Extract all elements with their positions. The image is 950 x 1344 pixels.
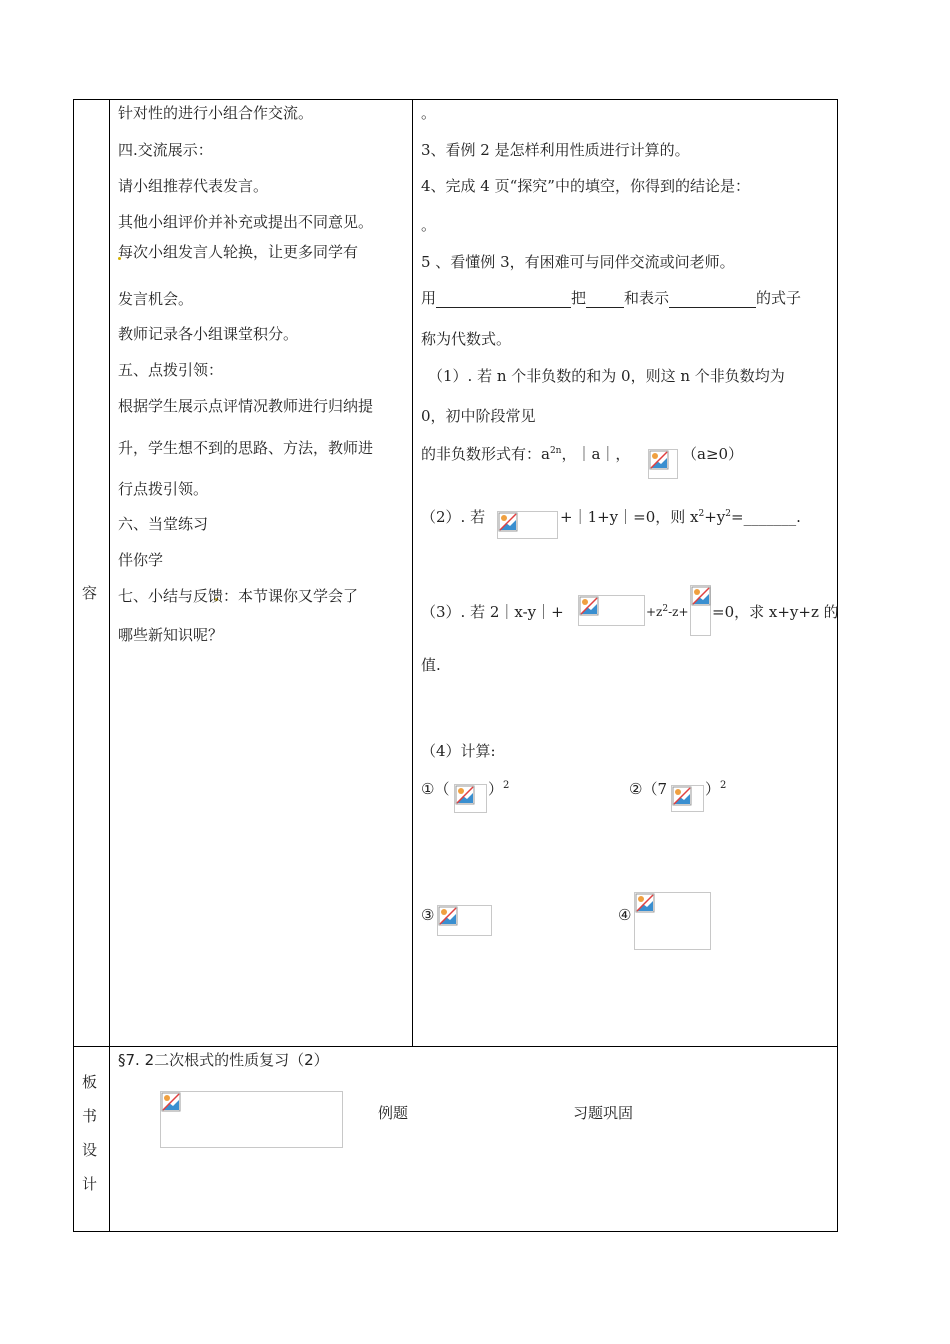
- right-line: 5 、看懂例 3，有困难可与同伴交流或问老师。: [421, 253, 735, 271]
- label-column-divider: [109, 99, 110, 1232]
- formula-image: [671, 785, 704, 812]
- broken-image-icon: [438, 906, 458, 926]
- calc-2-close: ）$^2$: [705, 780, 727, 798]
- question-1-cont: 0，初中阶段常见: [421, 407, 536, 425]
- broken-image-icon: [672, 786, 692, 806]
- table-bottom-border: [73, 1231, 838, 1232]
- question-4: （4）计算:: [421, 742, 496, 760]
- question-2-b: +｜1+y｜=0，则 $x^2+y^2=\_\_\_\_\_\_\_$.: [560, 508, 801, 526]
- question-1-cond: （a≥0）: [682, 445, 744, 463]
- broken-image-icon: [455, 785, 475, 805]
- left-item: 其他小组评价并补充或提出不同意见。: [118, 213, 374, 231]
- left-item: 五、点拨引领：: [118, 361, 224, 379]
- row-divider: [73, 1046, 838, 1047]
- formula-image: [634, 892, 711, 950]
- left-item: 教师记录各小组课堂积分。: [118, 325, 299, 343]
- left-item: 针对性的进行小组合作交流。: [118, 104, 314, 122]
- question-1-forms: 的非负数形式有：$a^{2n}$，｜a｜，: [421, 445, 631, 463]
- calc-2-open: ②（7: [629, 780, 667, 798]
- question-3-d: 值.: [421, 656, 441, 674]
- left-item: 七、小结与反馈：本节课你又学会了: [118, 587, 359, 605]
- left-item: 行点拨引领。: [118, 480, 209, 498]
- formula-image: [578, 595, 645, 626]
- broken-image-icon: [691, 586, 711, 606]
- formula-image: [454, 784, 487, 813]
- broken-image-icon: [635, 893, 655, 913]
- formula-image: [437, 905, 492, 936]
- board-label-char: 设: [82, 1141, 98, 1159]
- question-3-c: =0，求 x+y+z 的: [712, 603, 839, 621]
- board-label-char: 计: [82, 1175, 98, 1193]
- board-image: [160, 1091, 343, 1148]
- left-item: 根据学生展示点评情况教师进行归纳提: [118, 397, 374, 415]
- left-item: 请小组推荐代表发言。: [118, 177, 269, 195]
- right-line: 3、看例 2 是怎样利用性质进行计算的。: [421, 141, 690, 159]
- right-line: 。: [421, 104, 437, 122]
- content-column-divider: [412, 99, 413, 1047]
- board-example: 例题: [378, 1104, 409, 1122]
- right-line: 4、完成 4 页“探究”中的填空，你得到的结论是：: [421, 177, 750, 195]
- broken-image-icon: [649, 450, 669, 470]
- blank-field[interactable]: [669, 291, 756, 308]
- right-line: 。: [421, 216, 437, 234]
- board-exercise: 习题巩固: [573, 1104, 634, 1122]
- calc-1-close: ）$^2$: [488, 780, 510, 798]
- left-item: 每次小组发言人轮换，让更多同学有: [118, 243, 359, 261]
- blank-field[interactable]: [436, 291, 571, 308]
- question-3-a: （3）. 若 2｜x-y｜+: [421, 603, 564, 621]
- left-item: 四.交流展示：: [118, 141, 213, 159]
- formula-image: [497, 511, 558, 539]
- table-top-border: [73, 99, 838, 100]
- left-item: 六、当堂练习: [118, 515, 209, 533]
- right-line: 称为代数式。: [421, 330, 512, 348]
- question-2-a: （2）. 若: [421, 508, 486, 526]
- board-title: §7. 2二次根式的性质复习（2）: [118, 1051, 329, 1069]
- broken-image-icon: [579, 596, 599, 616]
- broken-image-icon: [161, 1092, 181, 1112]
- formula-image: [648, 449, 678, 479]
- board-label-char: 板: [82, 1073, 98, 1091]
- row-label-content: 容: [82, 584, 98, 602]
- definition-line: 用 把 和表示 的式子: [421, 289, 802, 307]
- question-3-b: $+z^2-z+$: [646, 604, 689, 619]
- broken-image-icon: [498, 512, 518, 532]
- question-1: （1）. 若 n 个非负数的和为 0，则这 n 个非负数均为: [428, 367, 785, 385]
- formula-image: [690, 585, 711, 636]
- left-item: 升，学生想不到的思路、方法，教师进: [118, 439, 374, 457]
- board-label-char: 书: [82, 1107, 98, 1125]
- left-item: 哪些新知识呢？: [118, 626, 224, 644]
- left-item: 发言机会。: [118, 290, 194, 308]
- left-item: 伴你学: [118, 551, 164, 569]
- blank-field[interactable]: [586, 291, 624, 308]
- calc-4-label: ④: [618, 906, 632, 924]
- calc-1-open: ①（: [421, 780, 450, 798]
- table-left-border: [73, 99, 74, 1232]
- table-right-border: [837, 99, 838, 1232]
- calc-3-label: ③: [421, 906, 435, 924]
